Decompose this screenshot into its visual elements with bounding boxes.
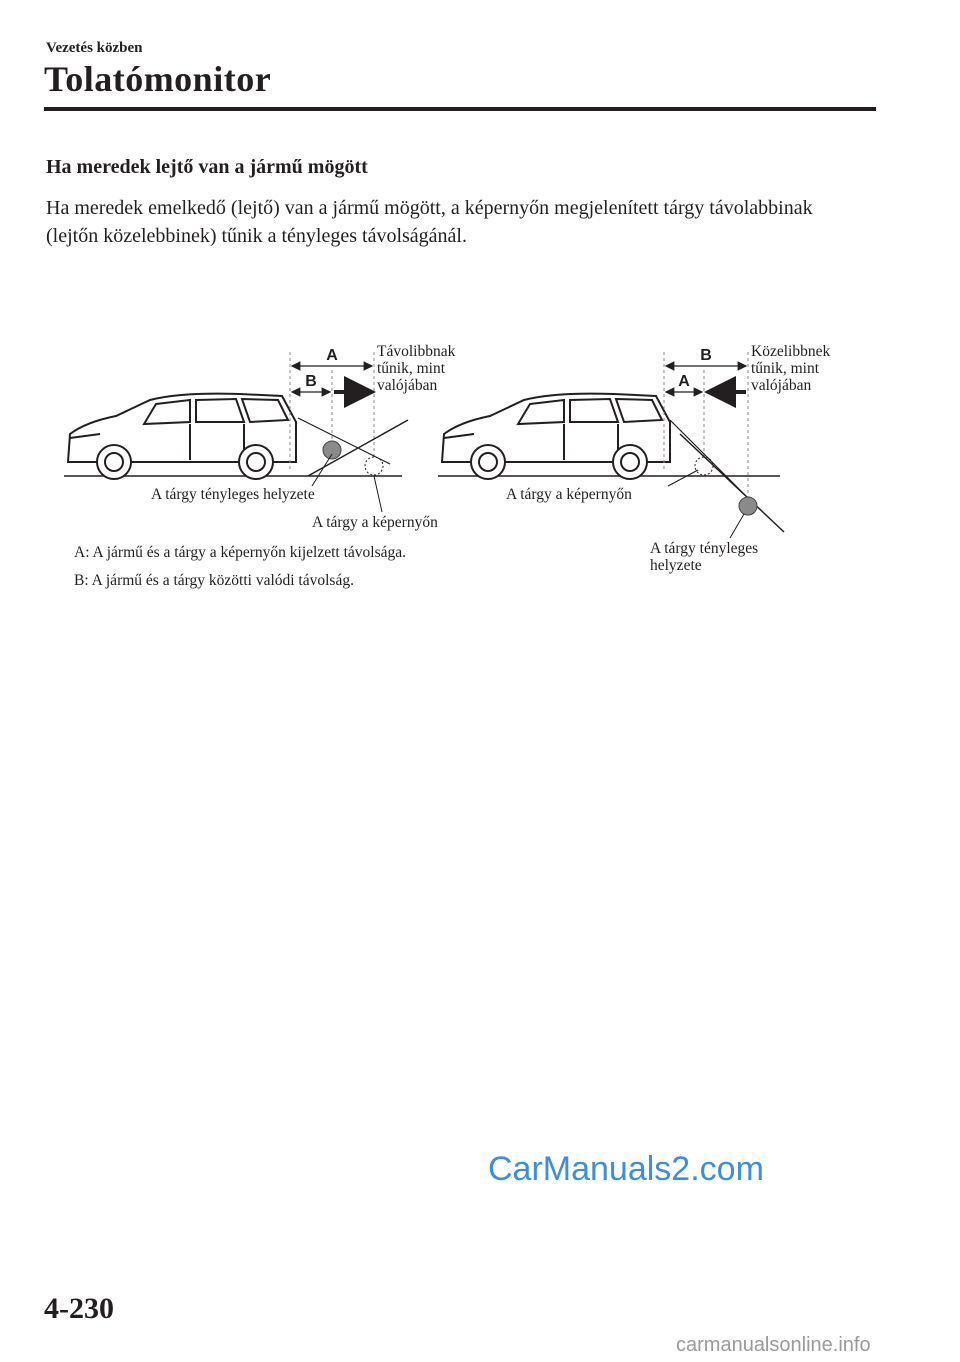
subheading: Ha meredek lejtő van a jármű mögött — [46, 156, 368, 178]
legend-a: A: A jármű és a tárgy a képernyőn kijelzett távolsága. — [74, 544, 407, 561]
right-scene — [438, 352, 784, 538]
section-label: Vezetés közben — [46, 40, 143, 56]
body-paragraph: Ha meredek emelkedő (lejtő) van a jármű mögött, a képernyőn megjelenített tárgy távolabbinak (lejtőn közelebbinek) tűnik a tényleges távolságánál. — [46, 197, 813, 247]
right-actual-label: A tárgy tényleges helyzete — [650, 540, 759, 574]
page-title: Tolatómonitor — [44, 59, 272, 99]
left-screen-label: A tárgy a képernyőn — [312, 514, 438, 531]
right-note: Közelibbnek tűnik, mint valójában — [751, 343, 831, 394]
dim-label-right-bottom: A — [678, 373, 690, 390]
dim-label-right-top: B — [700, 347, 712, 364]
car-right — [442, 394, 670, 479]
slope-diagram — [40, 330, 880, 600]
footer-site-watermark: carmanualsonline.info — [676, 1334, 871, 1356]
dim-label-left-top: A — [326, 347, 338, 364]
left-actual-label: A tárgy tényleges helyzete — [151, 486, 315, 503]
left-note: Távolibbnak tűnik, mint valójában — [377, 343, 456, 394]
car-left — [68, 394, 296, 479]
dim-label-left-bottom: B — [305, 373, 317, 390]
right-screen-label: A tárgy a képernyőn — [506, 486, 632, 503]
title-divider — [44, 107, 876, 111]
watermark-logo: CarManuals2.com — [488, 1150, 764, 1188]
page-number: 4-230 — [44, 1292, 114, 1325]
legend-b: B: A jármű és a tárgy közötti valódi távolság. — [74, 572, 354, 589]
